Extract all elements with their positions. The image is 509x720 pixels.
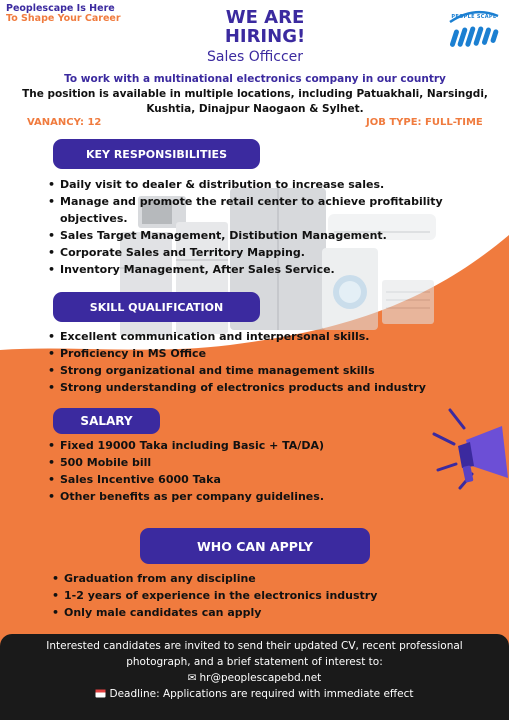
section-header-skills: SKILL QUALIFICATION [53,292,260,322]
list-item: • Strong organizational and time management skills [48,362,493,379]
list-item: • Other benefits as per company guidelines. [48,488,428,505]
list-item: • Sales Target Management, Distibution Management. [48,227,493,244]
list-item: • Corporate Sales and Territory Mapping. [48,244,493,261]
logo-text: PEOPLE SCAPE [451,14,497,20]
tagline-line1: Peoplescape Is Here [6,3,115,14]
intro-text [20,72,490,117]
section-header-who-can-apply: WHO CAN APPLY [140,528,370,564]
position-title: Sales Officcer [206,49,304,65]
megaphone-icon [420,408,509,504]
list-item: • Sales Incentive 6000 Taka [48,471,428,488]
footer-deadline-row [0,686,509,702]
list-item: • Manage and promote the retail center to achieve profitability objectives. [48,193,493,227]
list-item: • Strong understanding of electronics products and industry [48,379,493,396]
tagline [6,4,121,24]
email-link[interactable]: hr@peoplescapebd.net [199,672,322,684]
headline-line1: WE ARE [225,7,305,28]
envelope-icon: ✉ [187,672,197,684]
section-header-salary: SALARY [53,408,160,434]
list-item: • 500 Mobile bill [48,454,428,471]
job-type: JOB TYPE: FULL-TIME [366,117,483,128]
list-item: • Proficiency in MS Office [48,345,493,362]
intro-line1: To work with a multinational electronics company in our country [64,73,446,85]
headline-line2: HIRING! [224,26,306,47]
list-item: • Daily visit to dealer & distribution to increase sales. [48,176,493,193]
salary-list [48,437,428,505]
deadline-text: Deadline: Applications are required with immediate effect [109,688,414,700]
peoplescape-logo-icon [446,2,502,52]
list-item: • Graduation from any discipline [52,570,472,587]
who-can-apply-list [52,570,472,621]
footer-email-row [0,670,509,686]
responsibilities-list [48,176,493,278]
list-item: • Excellent communication and interpersonal skills. [48,328,493,345]
footer-line1: Interested candidates are invited to send their updated CV, recent professional [46,640,463,652]
vacancy-count: VANANCY: 12 [27,117,102,128]
intro-line3: Kushtia, Dinajpur Naogaon & Sylhet. [146,103,364,115]
list-item: • Inventory Management, After Sales Service. [48,261,493,278]
list-item-continuation: objectives. [60,212,128,225]
list-item: • Only male candidates can apply [52,604,472,621]
tagline-line2: To Shape Your Career [6,13,121,24]
calendar-icon [95,688,106,698]
section-header-responsibilities: KEY RESPONSIBILITIES [53,139,260,169]
footer-line2: photograph, and a brief statement of interest to: [126,656,383,668]
skills-list [48,328,493,396]
headline [150,8,380,46]
intro-line2: The position is available in multiple locations, including Patuakhali, Narsingdi, [22,88,488,100]
list-item: • Fixed 19000 Taka including Basic + TA/DA) [48,437,428,454]
list-item: • 1-2 years of experience in the electronics industry [52,587,472,604]
footer-contact [0,634,509,720]
